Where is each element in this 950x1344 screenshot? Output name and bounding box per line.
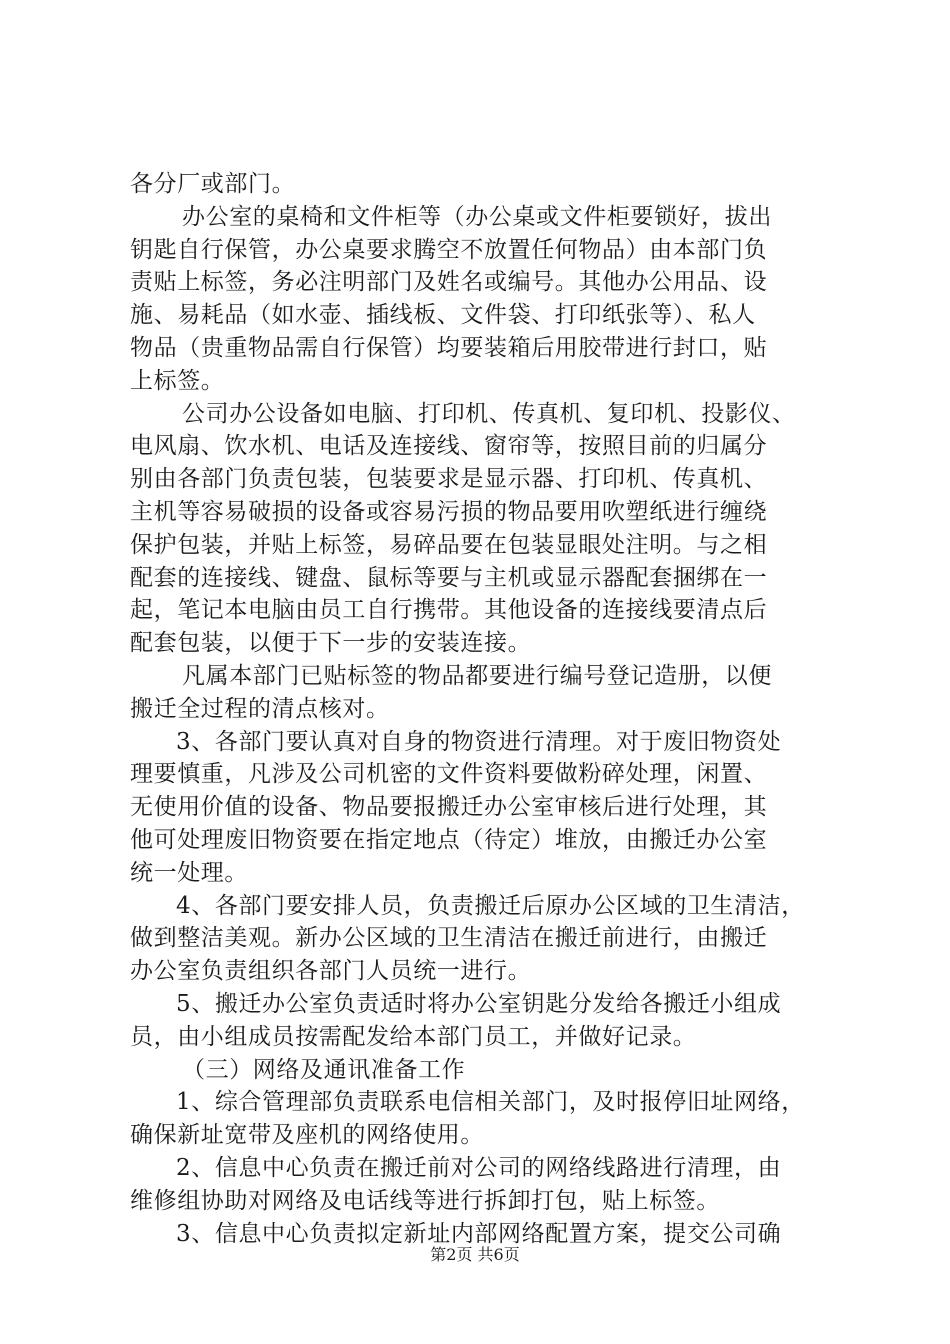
- text-line: 3、信息中心负责拟定新址内部网络配置方案，提交公司确: [176, 1220, 782, 1247]
- text-line: 电风扇、饮水机、电话及连接线、窗帘等，按照目前的归属分: [130, 433, 768, 460]
- text-line: 员，由小组成员按需配发给本部门员工，并做好记录。: [130, 1023, 697, 1050]
- text-line: 办公室负责组织各部门人员统一进行。: [130, 958, 532, 985]
- text-line: 上标签。: [130, 367, 225, 394]
- text-line: 做到整洁美观。新办公区域的卫生清洁在搬迁前进行，由搬迁: [130, 925, 768, 952]
- text-line: 5、搬迁办公室负责适时将办公室钥匙分发给各搬迁小组成: [176, 990, 782, 1017]
- text-line: 钥匙自行保管，办公桌要求腾空不放置任何物品）由本部门负: [130, 236, 768, 263]
- text-line: 统一处理。: [130, 859, 248, 886]
- text-line: 办公室的桌椅和文件柜等（办公桌或文件柜要锁好，拔出: [182, 203, 772, 230]
- text-line: 1、综合管理部负责联系电信相关部门，及时报停旧址网络，: [176, 1089, 805, 1116]
- text-line: 凡属本部门已贴标签的物品都要进行编号登记造册，以便: [182, 662, 772, 689]
- text-line: 配套的连接线、键盘、鼠标等要与主机或显示器配套捆绑在一: [130, 564, 768, 591]
- text-line: 起，笔记本电脑由员工自行携带。其他设备的连接线要清点后: [130, 597, 768, 624]
- text-line: 理要慎重，凡涉及公司机密的文件资料要做粉碎处理，闲置、: [130, 761, 768, 788]
- text-line: 公司办公设备如电脑、打印机、传真机、复印机、投影仪、: [182, 400, 796, 427]
- text-line: 维修组协助对网络及电话线等进行拆卸打包，贴上标签。: [130, 1187, 720, 1214]
- document-body: [130, 168, 830, 1250]
- text-line: 无使用价值的设备、物品要报搬迁办公室审核后进行处理，其: [130, 794, 768, 821]
- text-line: 2、信息中心负责在搬迁前对公司的网络线路进行清理，由: [176, 1154, 782, 1181]
- page-number-footer: 第2页 共6页: [430, 1245, 520, 1264]
- text-line: 责贴上标签，务必注明部门及姓名或编号。其他办公用品、设: [130, 269, 768, 296]
- text-line: 搬迁全过程的清点核对。: [130, 695, 390, 722]
- text-line: 4、各部门要安排人员，负责搬迁后原办公区域的卫生清洁，: [176, 892, 805, 919]
- text-line: 配套包装，以便于下一步的安装连接。: [130, 630, 532, 657]
- text-line: 物品（贵重物品需自行保管）均要装箱后用胶带进行封口，贴: [130, 334, 768, 361]
- text-line: 施、易耗品（如水壶、插线板、文件袋、打印纸张等）、私人: [130, 302, 756, 329]
- text-line: 保护包装，并贴上标签，易碎品要在包装显眼处注明。与之相: [130, 531, 768, 558]
- section-heading: （三）网络及通讯准备工作: [182, 1056, 466, 1083]
- text-line: 各分厂或部门。: [130, 171, 296, 197]
- text-line: 主机等容易破损的设备或容易污损的物品要用吹塑纸进行缠绕: [130, 498, 768, 525]
- text-line: 他可处理废旧物资要在指定地点（待定）堆放，由搬迁办公室: [130, 826, 768, 853]
- text-line: 确保新址宽带及座机的网络使用。: [130, 1122, 484, 1149]
- text-line: 别由各部门负责包装，包装要求是显示器、打印机、传真机、: [130, 466, 768, 493]
- text-line: 3、各部门要认真对自身的物资进行清理。对于废旧物资处: [176, 728, 782, 755]
